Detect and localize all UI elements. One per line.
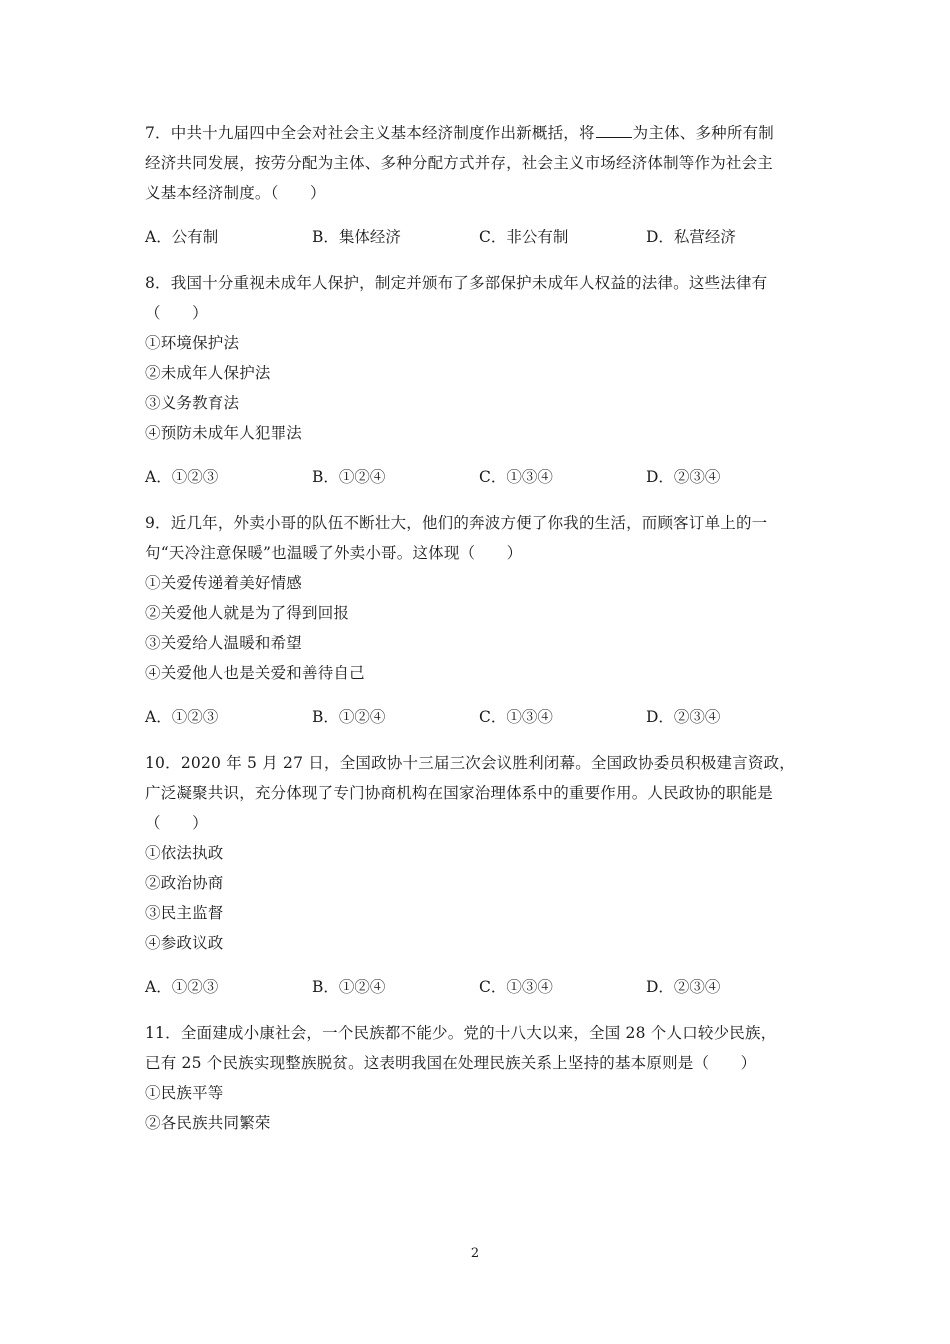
answer-options — [145, 702, 815, 732]
option-d: D．私营经济 — [646, 228, 736, 246]
statement-item: ②各民族共同繁荣 — [145, 1114, 271, 1132]
statement-item: ④关爱他人也是关爱和善待自己 — [145, 664, 365, 682]
question-line: 10．2020 年 5 月 27 日，全国政协十三届三次会议胜利闭幕。全国政协委员积极建言资政， — [145, 754, 795, 772]
statement-item: ①民族平等 — [145, 1084, 224, 1102]
statement-item: ①依法执政 — [145, 844, 224, 862]
option-b: B．集体经济 — [312, 228, 401, 246]
statement-item: ②政治协商 — [145, 874, 224, 892]
option-b: B．①②④ — [312, 978, 386, 996]
statement-item: ③民主监督 — [145, 904, 224, 922]
option-d: D．②③④ — [646, 468, 721, 486]
question-line: （ ） — [145, 304, 208, 322]
option-c: C．①③④ — [479, 708, 553, 726]
option-c: C．①③④ — [479, 978, 553, 996]
answer-options — [145, 222, 815, 252]
question-text: 为主体、多种所有制 — [632, 124, 774, 142]
question-line: 8．我国十分重视未成年人保护，制定并颁布了多部保护未成年人权益的法律。这些法律有 — [145, 274, 768, 292]
option-a: A．①②③ — [145, 978, 219, 996]
option-d: D．②③④ — [646, 708, 721, 726]
question-line: 句“天冷注意保暖”也温暖了外卖小哥。这体现（ ） — [145, 544, 523, 562]
statement-item: ①关爱传递着美好情感 — [145, 574, 303, 592]
question-8 — [145, 268, 815, 492]
question-9 — [145, 508, 815, 732]
question-list — [145, 118, 815, 1138]
option-b: B．①②④ — [312, 468, 386, 486]
answer-options — [145, 972, 815, 1002]
statement-item: ③义务教育法 — [145, 394, 240, 412]
option-d: D．②③④ — [646, 978, 721, 996]
question-11 — [145, 1018, 815, 1138]
fill-blank — [596, 121, 632, 138]
question-line: 义基本经济制度。（ ） — [145, 184, 326, 202]
question-line: 广泛凝聚共识，充分体现了专门协商机构在国家治理体系中的重要作用。人民政协的职能是 — [145, 784, 774, 802]
question-line: 11．全面建成小康社会，一个民族都不能少。党的十八大以来，全国 28 个人口较少民族， — [145, 1024, 777, 1042]
option-a: A．①②③ — [145, 708, 219, 726]
option-a: A．①②③ — [145, 468, 219, 486]
question-7 — [145, 118, 815, 252]
question-line: 经济共同发展，按劳分配为主体、多种分配方式并存，社会主义市场经济体制等作为社会主 — [145, 154, 774, 172]
option-c: C．①③④ — [479, 468, 553, 486]
option-b: B．①②④ — [312, 708, 386, 726]
question-line: 9．近几年，外卖小哥的队伍不断壮大，他们的奔波方便了你我的生活，而顾客订单上的一 — [145, 514, 768, 532]
question-text: 7．中共十九届四中全会对社会主义基本经济制度作出新概括，将 — [145, 124, 595, 142]
statement-item: ②未成年人保护法 — [145, 364, 271, 382]
question-10 — [145, 748, 815, 1002]
statement-item: ②关爱他人就是为了得到回报 — [145, 604, 350, 622]
question-line: （ ） — [145, 814, 208, 832]
question-line — [145, 118, 815, 148]
statement-item: ④预防未成年人犯罪法 — [145, 424, 303, 442]
question-line: 已有 25 个民族实现整族脱贫。这表明我国在处理民族关系上坚持的基本原则是（ ） — [145, 1054, 757, 1072]
statement-item: ①环境保护法 — [145, 334, 240, 352]
statement-item: ③关爱给人温暖和希望 — [145, 634, 303, 652]
answer-options — [145, 462, 815, 492]
option-a: A．公有制 — [145, 228, 219, 246]
statement-item: ④参政议政 — [145, 934, 224, 952]
option-c: C．非公有制 — [479, 228, 569, 246]
page-number: 2 — [470, 1246, 480, 1261]
